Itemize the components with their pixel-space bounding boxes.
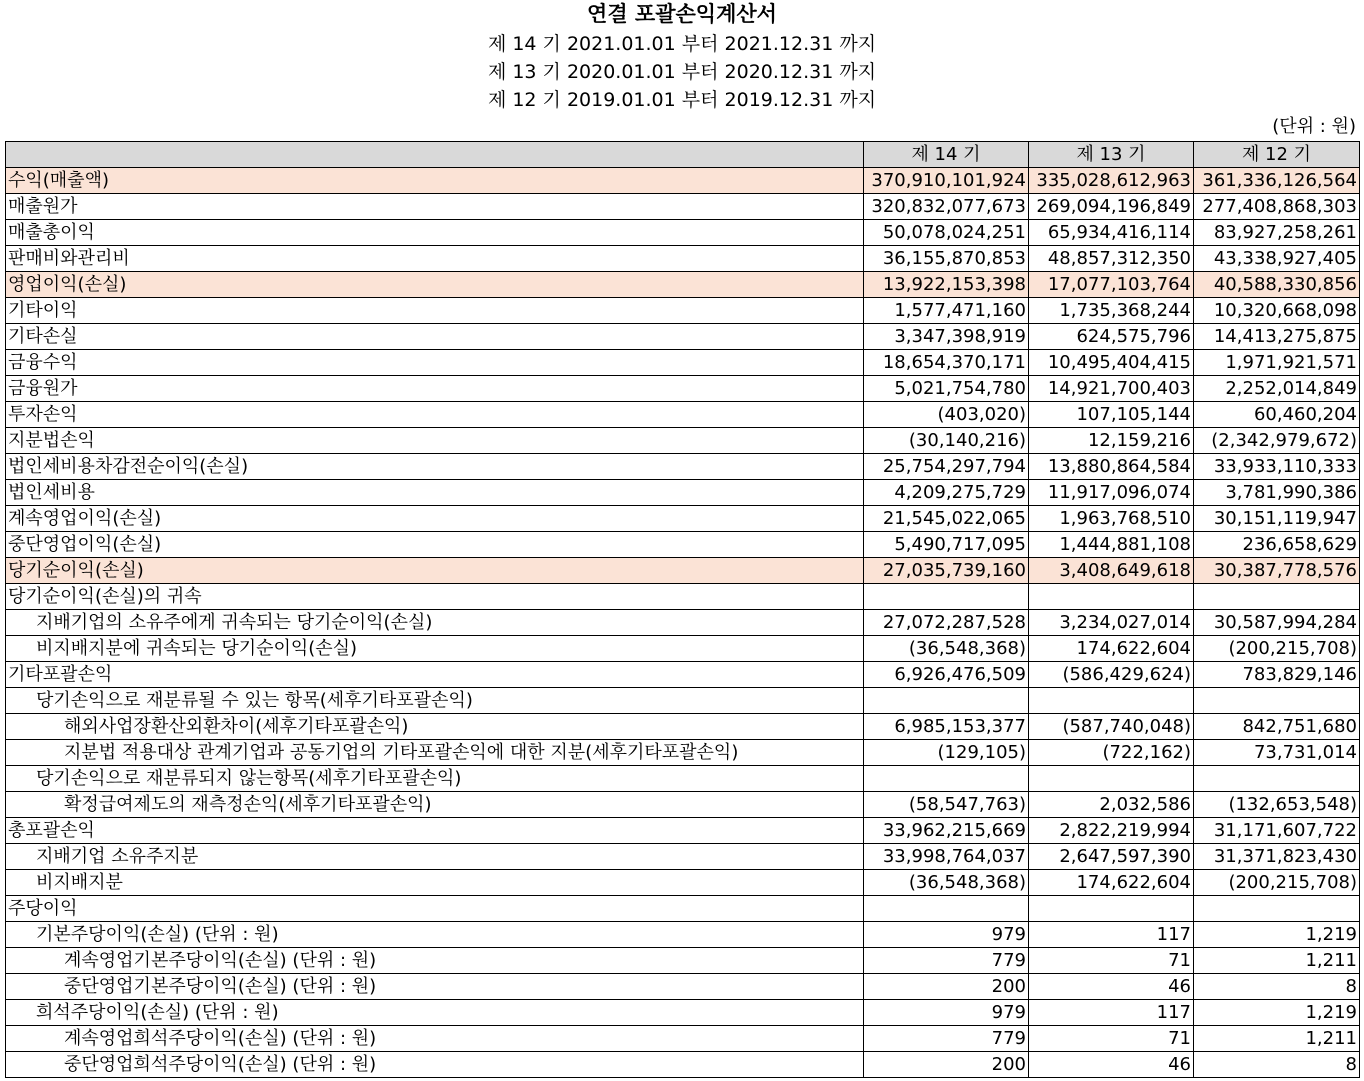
row-value-p12: 73,731,014 <box>1194 740 1360 766</box>
header-period-14: 제 14 기 <box>864 142 1029 168</box>
row-value-p13: 117 <box>1029 922 1194 948</box>
row-value-p14: 200 <box>864 974 1029 1000</box>
row-value-p12: 30,151,119,947 <box>1194 506 1360 532</box>
row-value-p14: 33,998,764,037 <box>864 844 1029 870</box>
row-label: 당기손익으로 재분류되지 않는항목(세후기타포괄손익) <box>6 766 864 792</box>
table-header-row <box>6 142 1360 168</box>
row-label: 금융원가 <box>6 376 864 402</box>
row-value-p14: 27,035,739,160 <box>864 558 1029 584</box>
row-value-p13: 2,032,586 <box>1029 792 1194 818</box>
table-row <box>6 324 1360 350</box>
row-value-p13: 1,444,881,108 <box>1029 532 1194 558</box>
table-row <box>6 454 1360 480</box>
row-value-p13: (586,429,624) <box>1029 662 1194 688</box>
row-value-p13 <box>1029 896 1194 922</box>
row-label: 비지배지분에 귀속되는 당기순이익(손실) <box>6 636 864 662</box>
table-row <box>6 792 1360 818</box>
row-value-p12: 783,829,146 <box>1194 662 1360 688</box>
table-row <box>6 922 1360 948</box>
row-value-p14: 200 <box>864 1052 1029 1078</box>
row-value-p12: 1,211 <box>1194 1026 1360 1052</box>
row-value-p12: 83,927,258,261 <box>1194 220 1360 246</box>
row-label: 지분법 적용대상 관계기업과 공동기업의 기타포괄손익에 대한 지분(세후기타포괄손익) <box>6 740 864 766</box>
row-value-p12: 33,933,110,333 <box>1194 454 1360 480</box>
table-row <box>6 844 1360 870</box>
row-value-p12: 1,971,921,571 <box>1194 350 1360 376</box>
period-line-13: 제 13 기 2020.01.01 부터 2020.12.31 까지 <box>487 61 877 83</box>
row-value-p14: 979 <box>864 922 1029 948</box>
row-value-p13 <box>1029 688 1194 714</box>
row-label: 계속영업기본주당이익(손실) (단위 : 원) <box>6 948 864 974</box>
statement-title: 연결 포괄손익계산서 <box>587 2 777 26</box>
row-value-p12: 8 <box>1194 974 1360 1000</box>
row-value-p12: (200,215,708) <box>1194 636 1360 662</box>
row-value-p14: 4,209,275,729 <box>864 480 1029 506</box>
table-row <box>6 714 1360 740</box>
row-label: 기타이익 <box>6 298 864 324</box>
row-value-p14: (403,020) <box>864 402 1029 428</box>
row-label: 투자손익 <box>6 402 864 428</box>
row-value-p13: 1,963,768,510 <box>1029 506 1194 532</box>
row-label: 법인세비용차감전순이익(손실) <box>6 454 864 480</box>
header-period-13: 제 13 기 <box>1029 142 1194 168</box>
row-value-p14: 779 <box>864 1026 1029 1052</box>
table-row <box>6 662 1360 688</box>
row-value-p12: 30,387,778,576 <box>1194 558 1360 584</box>
row-value-p14: 18,654,370,171 <box>864 350 1029 376</box>
row-value-p14: 27,072,287,528 <box>864 610 1029 636</box>
period-line-12: 제 12 기 2019.01.01 부터 2019.12.31 까지 <box>487 89 877 111</box>
row-value-p14 <box>864 688 1029 714</box>
row-value-p14: 36,155,870,853 <box>864 246 1029 272</box>
row-label: 총포괄손익 <box>6 818 864 844</box>
row-value-p12: (132,653,548) <box>1194 792 1360 818</box>
table-row <box>6 428 1360 454</box>
row-label: 해외사업장환산외환차이(세후기타포괄손익) <box>6 714 864 740</box>
table-row <box>6 1052 1360 1078</box>
row-label: 중단영업이익(손실) <box>6 532 864 558</box>
row-value-p13: 3,408,649,618 <box>1029 558 1194 584</box>
row-value-p14: 5,021,754,780 <box>864 376 1029 402</box>
row-value-p13: 10,495,404,415 <box>1029 350 1194 376</box>
row-value-p14: 25,754,297,794 <box>864 454 1029 480</box>
table-row <box>6 376 1360 402</box>
row-value-p13: 3,234,027,014 <box>1029 610 1194 636</box>
row-label: 계속영업이익(손실) <box>6 506 864 532</box>
row-value-p12: 14,413,275,875 <box>1194 324 1360 350</box>
row-label: 희석주당이익(손실) (단위 : 원) <box>6 1000 864 1026</box>
row-label: 수익(매출액) <box>6 168 864 194</box>
row-label: 기타손실 <box>6 324 864 350</box>
row-label: 주당이익 <box>6 896 864 922</box>
period-line-14: 제 14 기 2021.01.01 부터 2021.12.31 까지 <box>487 33 877 55</box>
row-value-p13: 174,622,604 <box>1029 636 1194 662</box>
row-value-p12: 31,171,607,722 <box>1194 818 1360 844</box>
table-row <box>6 740 1360 766</box>
row-value-p12: 236,658,629 <box>1194 532 1360 558</box>
row-value-p14: 3,347,398,919 <box>864 324 1029 350</box>
row-label: 중단영업기본주당이익(손실) (단위 : 원) <box>6 974 864 1000</box>
row-value-p13: 71 <box>1029 1026 1194 1052</box>
row-value-p14: 5,490,717,095 <box>864 532 1029 558</box>
row-value-p14: 320,832,077,673 <box>864 194 1029 220</box>
row-value-p13: 65,934,416,114 <box>1029 220 1194 246</box>
row-value-p14 <box>864 766 1029 792</box>
row-value-p13: 14,921,700,403 <box>1029 376 1194 402</box>
row-value-p13: 1,735,368,244 <box>1029 298 1194 324</box>
table-row <box>6 402 1360 428</box>
row-value-p13: (587,740,048) <box>1029 714 1194 740</box>
row-value-p13: 71 <box>1029 948 1194 974</box>
row-value-p13: 2,822,219,994 <box>1029 818 1194 844</box>
table-row <box>6 272 1360 298</box>
row-value-p12 <box>1194 584 1360 610</box>
table-row <box>6 350 1360 376</box>
table-row <box>6 636 1360 662</box>
row-value-p13: 107,105,144 <box>1029 402 1194 428</box>
row-value-p12: 40,588,330,856 <box>1194 272 1360 298</box>
table-row <box>6 194 1360 220</box>
row-value-p13 <box>1029 584 1194 610</box>
row-value-p14: 6,926,476,509 <box>864 662 1029 688</box>
table-row <box>6 506 1360 532</box>
row-label: 매출총이익 <box>6 220 864 246</box>
row-label: 기타포괄손익 <box>6 662 864 688</box>
row-value-p12 <box>1194 766 1360 792</box>
table-row <box>6 1000 1360 1026</box>
row-value-p14: (58,547,763) <box>864 792 1029 818</box>
row-label: 지배기업 소유주지분 <box>6 844 864 870</box>
row-label: 당기순이익(손실) <box>6 558 864 584</box>
row-label: 법인세비용 <box>6 480 864 506</box>
unit-label: (단위 : 원) <box>1272 116 1356 137</box>
row-value-p13 <box>1029 766 1194 792</box>
row-value-p12: 1,211 <box>1194 948 1360 974</box>
row-value-p12: 10,320,668,098 <box>1194 298 1360 324</box>
table-row <box>6 766 1360 792</box>
row-value-p14: 13,922,153,398 <box>864 272 1029 298</box>
row-value-p14: (36,548,368) <box>864 870 1029 896</box>
row-value-p13: 12,159,216 <box>1029 428 1194 454</box>
row-value-p14: 370,910,101,924 <box>864 168 1029 194</box>
table-row <box>6 558 1360 584</box>
row-value-p12: 1,219 <box>1194 922 1360 948</box>
row-value-p13: 13,880,864,584 <box>1029 454 1194 480</box>
row-value-p13: 11,917,096,074 <box>1029 480 1194 506</box>
row-value-p12: (2,342,979,672) <box>1194 428 1360 454</box>
row-label: 당기순이익(손실)의 귀속 <box>6 584 864 610</box>
row-value-p13: 335,028,612,963 <box>1029 168 1194 194</box>
row-value-p12: 361,336,126,564 <box>1194 168 1360 194</box>
row-value-p13: 624,575,796 <box>1029 324 1194 350</box>
row-value-p14: 21,545,022,065 <box>864 506 1029 532</box>
table-row <box>6 480 1360 506</box>
row-value-p12: 30,587,994,284 <box>1194 610 1360 636</box>
table-row <box>6 532 1360 558</box>
row-value-p14: 50,078,024,251 <box>864 220 1029 246</box>
row-value-p14: (36,548,368) <box>864 636 1029 662</box>
row-label: 판매비와관리비 <box>6 246 864 272</box>
table-row <box>6 948 1360 974</box>
row-label: 확정급여제도의 재측정손익(세후기타포괄손익) <box>6 792 864 818</box>
header-period-12: 제 12 기 <box>1194 142 1360 168</box>
row-label: 영업이익(손실) <box>6 272 864 298</box>
row-label: 계속영업희석주당이익(손실) (단위 : 원) <box>6 1026 864 1052</box>
row-label: 금융수익 <box>6 350 864 376</box>
row-value-p12: 60,460,204 <box>1194 402 1360 428</box>
row-value-p12 <box>1194 896 1360 922</box>
row-value-p14 <box>864 584 1029 610</box>
row-value-p13: 2,647,597,390 <box>1029 844 1194 870</box>
row-value-p13: 17,077,103,764 <box>1029 272 1194 298</box>
table-row <box>6 870 1360 896</box>
header-item <box>6 142 864 168</box>
row-value-p13: 46 <box>1029 1052 1194 1078</box>
row-value-p14: 1,577,471,160 <box>864 298 1029 324</box>
row-value-p14: 33,962,215,669 <box>864 818 1029 844</box>
table-row <box>6 818 1360 844</box>
table-row <box>6 974 1360 1000</box>
row-value-p14: 6,985,153,377 <box>864 714 1029 740</box>
table-row <box>6 688 1360 714</box>
row-value-p13: 46 <box>1029 974 1194 1000</box>
table-row <box>6 298 1360 324</box>
row-value-p13: 48,857,312,350 <box>1029 246 1194 272</box>
row-value-p12: 8 <box>1194 1052 1360 1078</box>
table-row <box>6 168 1360 194</box>
row-value-p13: 174,622,604 <box>1029 870 1194 896</box>
row-label: 비지배지분 <box>6 870 864 896</box>
row-label: 중단영업희석주당이익(손실) (단위 : 원) <box>6 1052 864 1078</box>
table-row <box>6 1026 1360 1052</box>
table-row <box>6 896 1360 922</box>
row-value-p12: 3,781,990,386 <box>1194 480 1360 506</box>
row-value-p14: 779 <box>864 948 1029 974</box>
table-row <box>6 610 1360 636</box>
table-row <box>6 220 1360 246</box>
row-value-p12: 31,371,823,430 <box>1194 844 1360 870</box>
row-value-p12: 43,338,927,405 <box>1194 246 1360 272</box>
row-value-p14: (129,105) <box>864 740 1029 766</box>
row-value-p14 <box>864 896 1029 922</box>
row-value-p12: 277,408,868,303 <box>1194 194 1360 220</box>
table-row <box>6 246 1360 272</box>
row-label: 당기손익으로 재분류될 수 있는 항목(세후기타포괄손익) <box>6 688 864 714</box>
row-label: 매출원가 <box>6 194 864 220</box>
row-value-p12: 2,252,014,849 <box>1194 376 1360 402</box>
row-value-p13: (722,162) <box>1029 740 1194 766</box>
row-value-p14: 979 <box>864 1000 1029 1026</box>
row-value-p12: 842,751,680 <box>1194 714 1360 740</box>
income-statement-table <box>5 141 1360 1078</box>
row-label: 기본주당이익(손실) (단위 : 원) <box>6 922 864 948</box>
row-value-p13: 117 <box>1029 1000 1194 1026</box>
table-row <box>6 584 1360 610</box>
row-label: 지분법손익 <box>6 428 864 454</box>
row-value-p12: (200,215,708) <box>1194 870 1360 896</box>
row-label: 지배기업의 소유주에게 귀속되는 당기순이익(손실) <box>6 610 864 636</box>
row-value-p12: 1,219 <box>1194 1000 1360 1026</box>
row-value-p14: (30,140,216) <box>864 428 1029 454</box>
row-value-p13: 269,094,196,849 <box>1029 194 1194 220</box>
row-value-p12 <box>1194 688 1360 714</box>
